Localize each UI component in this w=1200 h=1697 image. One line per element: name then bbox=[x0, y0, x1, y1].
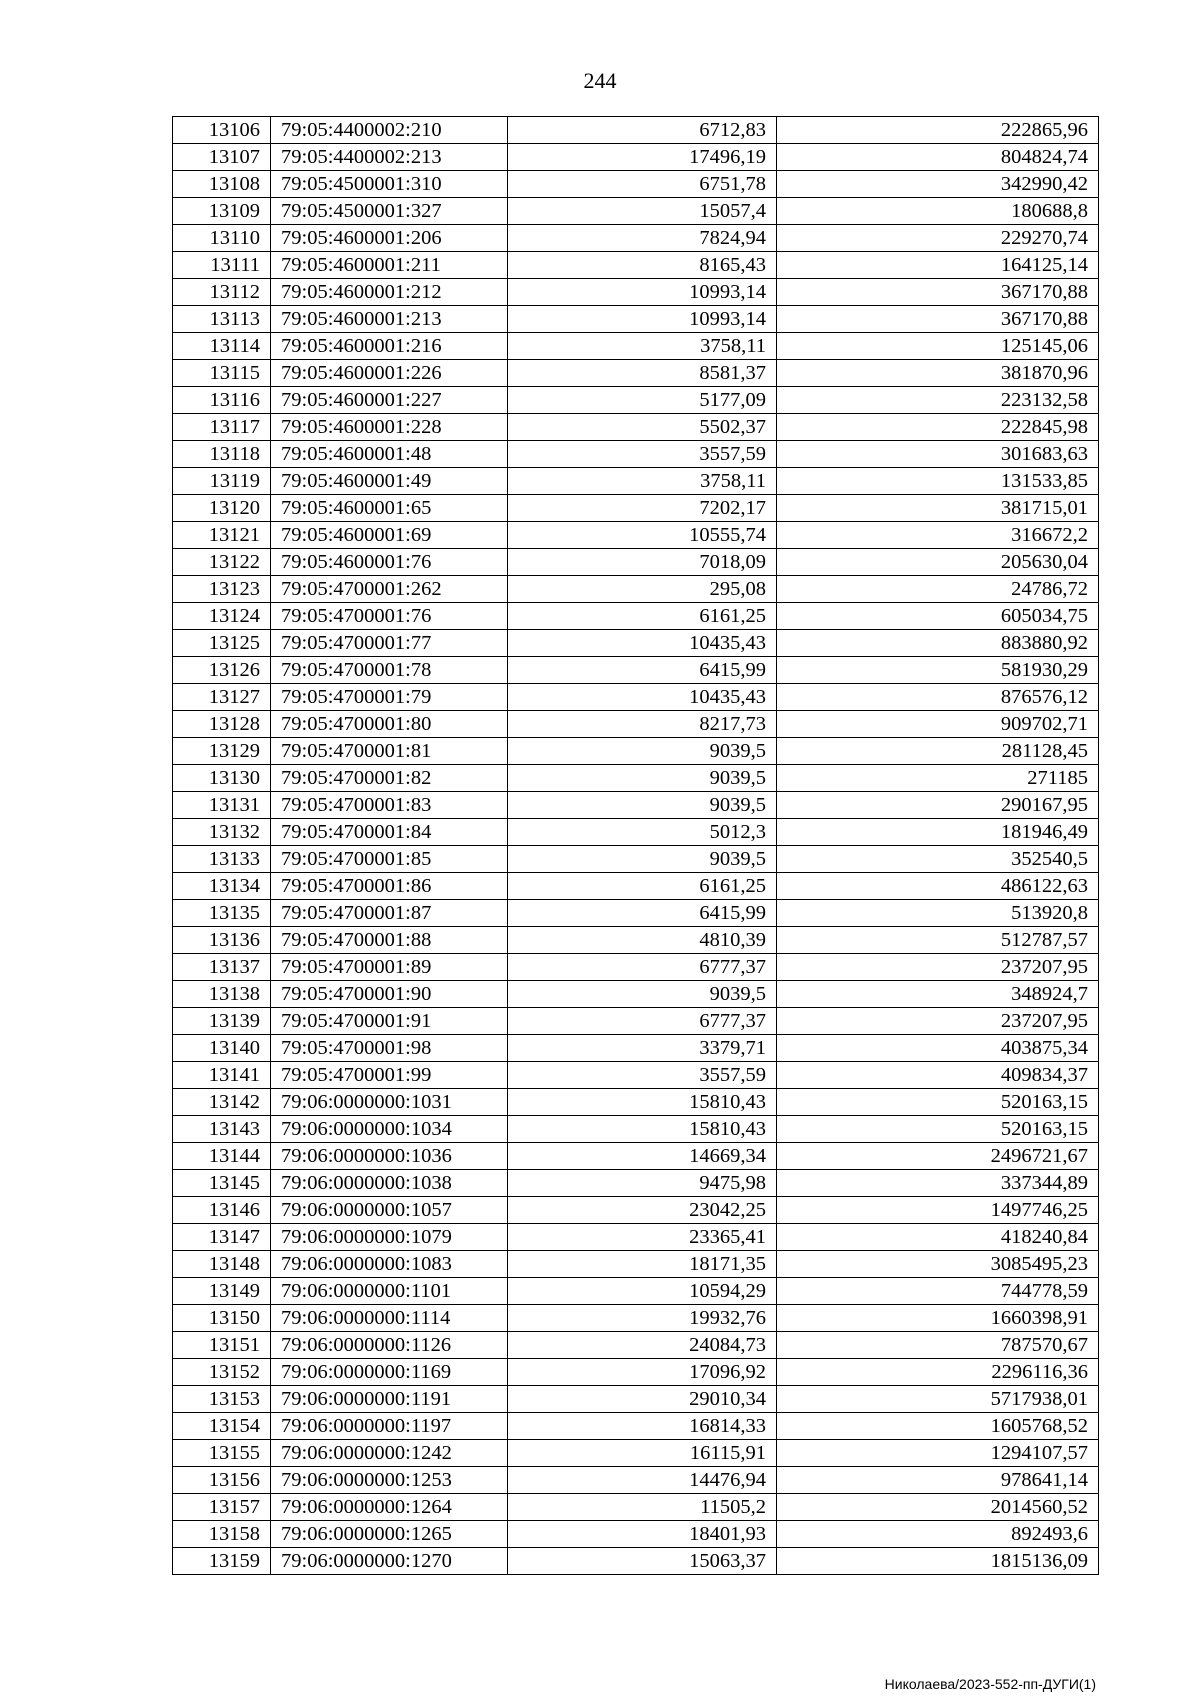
cadastral-value-cell: 271185 bbox=[777, 765, 1099, 792]
area-cell: 15057,4 bbox=[508, 198, 777, 225]
row-number-cell: 13151 bbox=[173, 1332, 271, 1359]
cadastral-value-cell: 301683,63 bbox=[777, 441, 1099, 468]
cadastral-value-cell: 409834,37 bbox=[777, 1062, 1099, 1089]
cadastral-value-cell: 342990,42 bbox=[777, 171, 1099, 198]
table-row bbox=[173, 1224, 1099, 1251]
cadastral-number-cell: 79:06:0000000:1034 bbox=[271, 1116, 508, 1143]
cadastral-value-cell: 512787,57 bbox=[777, 927, 1099, 954]
cadastral-value-cell: 164125,14 bbox=[777, 252, 1099, 279]
table-row bbox=[173, 306, 1099, 333]
row-number-cell: 13150 bbox=[173, 1305, 271, 1332]
table-row bbox=[173, 252, 1099, 279]
area-cell: 8581,37 bbox=[508, 360, 777, 387]
row-number-cell: 13129 bbox=[173, 738, 271, 765]
cadastral-number-cell: 79:06:0000000:1264 bbox=[271, 1494, 508, 1521]
area-cell: 9475,98 bbox=[508, 1170, 777, 1197]
row-number-cell: 13114 bbox=[173, 333, 271, 360]
row-number-cell: 13144 bbox=[173, 1143, 271, 1170]
area-cell: 7824,94 bbox=[508, 225, 777, 252]
area-cell: 5177,09 bbox=[508, 387, 777, 414]
table-row bbox=[173, 1089, 1099, 1116]
cadastral-number-cell: 79:05:4600001:212 bbox=[271, 279, 508, 306]
row-number-cell: 13134 bbox=[173, 873, 271, 900]
cadastral-number-cell: 79:05:4500001:327 bbox=[271, 198, 508, 225]
row-number-cell: 13112 bbox=[173, 279, 271, 306]
cadastral-number-cell: 79:06:0000000:1031 bbox=[271, 1089, 508, 1116]
area-cell: 10594,29 bbox=[508, 1278, 777, 1305]
cadastral-number-cell: 79:05:4700001:78 bbox=[271, 657, 508, 684]
row-number-cell: 13117 bbox=[173, 414, 271, 441]
row-number-cell: 13107 bbox=[173, 144, 271, 171]
area-cell: 15810,43 bbox=[508, 1089, 777, 1116]
table-row bbox=[173, 441, 1099, 468]
cadastral-value-cell: 1605768,52 bbox=[777, 1413, 1099, 1440]
area-cell: 18171,35 bbox=[508, 1251, 777, 1278]
table-row bbox=[173, 738, 1099, 765]
table-body bbox=[173, 117, 1099, 1575]
area-cell: 6161,25 bbox=[508, 873, 777, 900]
area-cell: 9039,5 bbox=[508, 765, 777, 792]
cadastral-number-cell: 79:06:0000000:1169 bbox=[271, 1359, 508, 1386]
cadastral-value-cell: 367170,88 bbox=[777, 306, 1099, 333]
row-number-cell: 13140 bbox=[173, 1035, 271, 1062]
cadastral-value-cell: 337344,89 bbox=[777, 1170, 1099, 1197]
cadastral-value-cell: 125145,06 bbox=[777, 333, 1099, 360]
cadastral-number-cell: 79:05:4700001:88 bbox=[271, 927, 508, 954]
area-cell: 23042,25 bbox=[508, 1197, 777, 1224]
table-row bbox=[173, 711, 1099, 738]
row-number-cell: 13119 bbox=[173, 468, 271, 495]
cadastral-number-cell: 79:06:0000000:1038 bbox=[271, 1170, 508, 1197]
table-row bbox=[173, 360, 1099, 387]
area-cell: 3557,59 bbox=[508, 1062, 777, 1089]
row-number-cell: 13148 bbox=[173, 1251, 271, 1278]
cadastral-value-cell: 520163,15 bbox=[777, 1089, 1099, 1116]
cadastral-number-cell: 79:06:0000000:1079 bbox=[271, 1224, 508, 1251]
table-row bbox=[173, 468, 1099, 495]
cadastral-value-cell: 24786,72 bbox=[777, 576, 1099, 603]
row-number-cell: 13109 bbox=[173, 198, 271, 225]
cadastral-number-cell: 79:06:0000000:1253 bbox=[271, 1467, 508, 1494]
row-number-cell: 13126 bbox=[173, 657, 271, 684]
cadastral-number-cell: 79:05:4700001:83 bbox=[271, 792, 508, 819]
cadastral-number-cell: 79:06:0000000:1114 bbox=[271, 1305, 508, 1332]
cadastral-number-cell: 79:05:4600001:227 bbox=[271, 387, 508, 414]
area-cell: 10435,43 bbox=[508, 630, 777, 657]
table-row bbox=[173, 198, 1099, 225]
table-row bbox=[173, 1143, 1099, 1170]
table-row bbox=[173, 792, 1099, 819]
table-row bbox=[173, 873, 1099, 900]
cadastral-value-cell: 237207,95 bbox=[777, 1008, 1099, 1035]
cadastral-number-cell: 79:05:4700001:90 bbox=[271, 981, 508, 1008]
area-cell: 3557,59 bbox=[508, 441, 777, 468]
row-number-cell: 13132 bbox=[173, 819, 271, 846]
area-cell: 24084,73 bbox=[508, 1332, 777, 1359]
row-number-cell: 13123 bbox=[173, 576, 271, 603]
cadastral-value-cell: 205630,04 bbox=[777, 549, 1099, 576]
table-row bbox=[173, 1062, 1099, 1089]
table-row bbox=[173, 1305, 1099, 1332]
table-row bbox=[173, 333, 1099, 360]
cadastral-value-cell: 348924,7 bbox=[777, 981, 1099, 1008]
cadastral-value-cell: 581930,29 bbox=[777, 657, 1099, 684]
row-number-cell: 13137 bbox=[173, 954, 271, 981]
area-cell: 15810,43 bbox=[508, 1116, 777, 1143]
cadastral-number-cell: 79:06:0000000:1265 bbox=[271, 1521, 508, 1548]
document-footer-code: Николаева/2023-552-пп-ДУГИ(1) bbox=[884, 1676, 1096, 1692]
cadastral-value-cell: 222865,96 bbox=[777, 117, 1099, 144]
cadastral-number-cell: 79:05:4600001:226 bbox=[271, 360, 508, 387]
cadastral-value-cell: 180688,8 bbox=[777, 198, 1099, 225]
row-number-cell: 13115 bbox=[173, 360, 271, 387]
cadastral-number-cell: 79:05:4700001:99 bbox=[271, 1062, 508, 1089]
cadastral-number-cell: 79:05:4700001:89 bbox=[271, 954, 508, 981]
row-number-cell: 13142 bbox=[173, 1089, 271, 1116]
area-cell: 7202,17 bbox=[508, 495, 777, 522]
table-row bbox=[173, 495, 1099, 522]
row-number-cell: 13120 bbox=[173, 495, 271, 522]
table-row bbox=[173, 1548, 1099, 1575]
table-row bbox=[173, 1170, 1099, 1197]
area-cell: 18401,93 bbox=[508, 1521, 777, 1548]
cadastral-number-cell: 79:05:4600001:206 bbox=[271, 225, 508, 252]
cadastral-number-cell: 79:05:4700001:79 bbox=[271, 684, 508, 711]
row-number-cell: 13147 bbox=[173, 1224, 271, 1251]
row-number-cell: 13139 bbox=[173, 1008, 271, 1035]
row-number-cell: 13136 bbox=[173, 927, 271, 954]
cadastral-value-cell: 909702,71 bbox=[777, 711, 1099, 738]
cadastral-value-table bbox=[172, 116, 1099, 1575]
row-number-cell: 13128 bbox=[173, 711, 271, 738]
cadastral-number-cell: 79:05:4600001:65 bbox=[271, 495, 508, 522]
table-row bbox=[173, 1332, 1099, 1359]
cadastral-number-cell: 79:05:4600001:76 bbox=[271, 549, 508, 576]
table-row bbox=[173, 630, 1099, 657]
cadastral-value-cell: 1497746,25 bbox=[777, 1197, 1099, 1224]
table-row bbox=[173, 1386, 1099, 1413]
area-cell: 10993,14 bbox=[508, 279, 777, 306]
table-row bbox=[173, 819, 1099, 846]
cadastral-number-cell: 79:06:0000000:1036 bbox=[271, 1143, 508, 1170]
row-number-cell: 13138 bbox=[173, 981, 271, 1008]
area-cell: 8217,73 bbox=[508, 711, 777, 738]
area-cell: 7018,09 bbox=[508, 549, 777, 576]
area-cell: 6712,83 bbox=[508, 117, 777, 144]
cadastral-value-cell: 131533,85 bbox=[777, 468, 1099, 495]
row-number-cell: 13122 bbox=[173, 549, 271, 576]
cadastral-value-cell: 5717938,01 bbox=[777, 1386, 1099, 1413]
table-row bbox=[173, 954, 1099, 981]
table-row bbox=[173, 1440, 1099, 1467]
table-row bbox=[173, 1008, 1099, 1035]
cadastral-number-cell: 79:05:4400002:213 bbox=[271, 144, 508, 171]
table-row bbox=[173, 927, 1099, 954]
row-number-cell: 13127 bbox=[173, 684, 271, 711]
cadastral-number-cell: 79:05:4700001:262 bbox=[271, 576, 508, 603]
cadastral-number-cell: 79:06:0000000:1101 bbox=[271, 1278, 508, 1305]
table-row bbox=[173, 1359, 1099, 1386]
row-number-cell: 13108 bbox=[173, 171, 271, 198]
cadastral-number-cell: 79:05:4600001:49 bbox=[271, 468, 508, 495]
table-row bbox=[173, 171, 1099, 198]
cadastral-number-cell: 79:05:4700001:87 bbox=[271, 900, 508, 927]
cadastral-number-cell: 79:05:4700001:80 bbox=[271, 711, 508, 738]
cadastral-value-cell: 605034,75 bbox=[777, 603, 1099, 630]
table-row bbox=[173, 846, 1099, 873]
cadastral-number-cell: 79:06:0000000:1242 bbox=[271, 1440, 508, 1467]
cadastral-value-cell: 1294107,57 bbox=[777, 1440, 1099, 1467]
table-row bbox=[173, 765, 1099, 792]
row-number-cell: 13156 bbox=[173, 1467, 271, 1494]
area-cell: 9039,5 bbox=[508, 981, 777, 1008]
cadastral-number-cell: 79:05:4600001:213 bbox=[271, 306, 508, 333]
table-row bbox=[173, 1413, 1099, 1440]
cadastral-number-cell: 79:06:0000000:1270 bbox=[271, 1548, 508, 1575]
cadastral-value-cell: 3085495,23 bbox=[777, 1251, 1099, 1278]
cadastral-number-cell: 79:05:4700001:98 bbox=[271, 1035, 508, 1062]
area-cell: 8165,43 bbox=[508, 252, 777, 279]
row-number-cell: 13118 bbox=[173, 441, 271, 468]
table-row bbox=[173, 657, 1099, 684]
row-number-cell: 13143 bbox=[173, 1116, 271, 1143]
cadastral-value-cell: 222845,98 bbox=[777, 414, 1099, 441]
area-cell: 15063,37 bbox=[508, 1548, 777, 1575]
table-row bbox=[173, 1278, 1099, 1305]
area-cell: 6751,78 bbox=[508, 171, 777, 198]
row-number-cell: 13135 bbox=[173, 900, 271, 927]
row-number-cell: 13111 bbox=[173, 252, 271, 279]
table-row bbox=[173, 684, 1099, 711]
cadastral-number-cell: 79:05:4400002:210 bbox=[271, 117, 508, 144]
cadastral-value-cell: 892493,6 bbox=[777, 1521, 1099, 1548]
row-number-cell: 13131 bbox=[173, 792, 271, 819]
cadastral-number-cell: 79:05:4600001:211 bbox=[271, 252, 508, 279]
area-cell: 10993,14 bbox=[508, 306, 777, 333]
area-cell: 6415,99 bbox=[508, 900, 777, 927]
cadastral-number-cell: 79:05:4500001:310 bbox=[271, 171, 508, 198]
area-cell: 14669,34 bbox=[508, 1143, 777, 1170]
table-row bbox=[173, 1251, 1099, 1278]
area-cell: 6777,37 bbox=[508, 954, 777, 981]
area-cell: 3758,11 bbox=[508, 333, 777, 360]
cadastral-value-cell: 883880,92 bbox=[777, 630, 1099, 657]
cadastral-value-cell: 1815136,09 bbox=[777, 1548, 1099, 1575]
cadastral-number-cell: 79:05:4700001:81 bbox=[271, 738, 508, 765]
row-number-cell: 13157 bbox=[173, 1494, 271, 1521]
area-cell: 9039,5 bbox=[508, 738, 777, 765]
area-cell: 14476,94 bbox=[508, 1467, 777, 1494]
cadastral-value-cell: 281128,45 bbox=[777, 738, 1099, 765]
cadastral-value-cell: 2014560,52 bbox=[777, 1494, 1099, 1521]
row-number-cell: 13124 bbox=[173, 603, 271, 630]
cadastral-number-cell: 79:05:4700001:84 bbox=[271, 819, 508, 846]
table-row bbox=[173, 414, 1099, 441]
cadastral-value-cell: 290167,95 bbox=[777, 792, 1099, 819]
area-cell: 295,08 bbox=[508, 576, 777, 603]
row-number-cell: 13154 bbox=[173, 1413, 271, 1440]
table-row bbox=[173, 279, 1099, 306]
area-cell: 17096,92 bbox=[508, 1359, 777, 1386]
cadastral-value-cell: 2296116,36 bbox=[777, 1359, 1099, 1386]
cadastral-value-cell: 744778,59 bbox=[777, 1278, 1099, 1305]
cadastral-value-cell: 876576,12 bbox=[777, 684, 1099, 711]
cadastral-value-cell: 2496721,67 bbox=[777, 1143, 1099, 1170]
table-row bbox=[173, 522, 1099, 549]
cadastral-number-cell: 79:06:0000000:1126 bbox=[271, 1332, 508, 1359]
table-row bbox=[173, 387, 1099, 414]
cadastral-number-cell: 79:06:0000000:1057 bbox=[271, 1197, 508, 1224]
area-cell: 10435,43 bbox=[508, 684, 777, 711]
table-row bbox=[173, 549, 1099, 576]
cadastral-number-cell: 79:06:0000000:1083 bbox=[271, 1251, 508, 1278]
table-row bbox=[173, 117, 1099, 144]
row-number-cell: 13146 bbox=[173, 1197, 271, 1224]
table-row bbox=[173, 900, 1099, 927]
row-number-cell: 13155 bbox=[173, 1440, 271, 1467]
cadastral-number-cell: 79:05:4700001:86 bbox=[271, 873, 508, 900]
cadastral-value-cell: 513920,8 bbox=[777, 900, 1099, 927]
cadastral-value-cell: 787570,67 bbox=[777, 1332, 1099, 1359]
area-cell: 9039,5 bbox=[508, 792, 777, 819]
area-cell: 19932,76 bbox=[508, 1305, 777, 1332]
table-row bbox=[173, 1197, 1099, 1224]
row-number-cell: 13152 bbox=[173, 1359, 271, 1386]
table-row bbox=[173, 1116, 1099, 1143]
cadastral-value-cell: 381870,96 bbox=[777, 360, 1099, 387]
cadastral-number-cell: 79:05:4600001:216 bbox=[271, 333, 508, 360]
cadastral-value-cell: 520163,15 bbox=[777, 1116, 1099, 1143]
area-cell: 10555,74 bbox=[508, 522, 777, 549]
row-number-cell: 13110 bbox=[173, 225, 271, 252]
table-row bbox=[173, 144, 1099, 171]
row-number-cell: 13153 bbox=[173, 1386, 271, 1413]
area-cell: 23365,41 bbox=[508, 1224, 777, 1251]
area-cell: 6161,25 bbox=[508, 603, 777, 630]
table-row bbox=[173, 576, 1099, 603]
area-cell: 3379,71 bbox=[508, 1035, 777, 1062]
table-row bbox=[173, 1494, 1099, 1521]
cadastral-number-cell: 79:05:4700001:76 bbox=[271, 603, 508, 630]
row-number-cell: 13113 bbox=[173, 306, 271, 333]
cadastral-number-cell: 79:05:4700001:77 bbox=[271, 630, 508, 657]
cadastral-value-cell: 229270,74 bbox=[777, 225, 1099, 252]
row-number-cell: 13145 bbox=[173, 1170, 271, 1197]
area-cell: 5502,37 bbox=[508, 414, 777, 441]
cadastral-number-cell: 79:06:0000000:1191 bbox=[271, 1386, 508, 1413]
table-row bbox=[173, 1467, 1099, 1494]
table-row bbox=[173, 1521, 1099, 1548]
cadastral-value-cell: 1660398,91 bbox=[777, 1305, 1099, 1332]
area-cell: 17496,19 bbox=[508, 144, 777, 171]
cadastral-value-cell: 804824,74 bbox=[777, 144, 1099, 171]
area-cell: 5012,3 bbox=[508, 819, 777, 846]
row-number-cell: 13116 bbox=[173, 387, 271, 414]
page-number: 244 bbox=[583, 68, 617, 93]
cadastral-value-cell: 181946,49 bbox=[777, 819, 1099, 846]
cadastral-value-cell: 352540,5 bbox=[777, 846, 1099, 873]
cadastral-value-cell: 381715,01 bbox=[777, 495, 1099, 522]
cadastral-value-cell: 316672,2 bbox=[777, 522, 1099, 549]
cadastral-value-cell: 486122,63 bbox=[777, 873, 1099, 900]
cadastral-value-cell: 978641,14 bbox=[777, 1467, 1099, 1494]
cadastral-number-cell: 79:05:4600001:69 bbox=[271, 522, 508, 549]
row-number-cell: 13125 bbox=[173, 630, 271, 657]
cadastral-number-cell: 79:05:4600001:48 bbox=[271, 441, 508, 468]
area-cell: 4810,39 bbox=[508, 927, 777, 954]
cadastral-value-cell: 403875,34 bbox=[777, 1035, 1099, 1062]
row-number-cell: 13158 bbox=[173, 1521, 271, 1548]
area-cell: 3758,11 bbox=[508, 468, 777, 495]
cadastral-number-cell: 79:06:0000000:1197 bbox=[271, 1413, 508, 1440]
cadastral-number-cell: 79:05:4700001:82 bbox=[271, 765, 508, 792]
row-number-cell: 13133 bbox=[173, 846, 271, 873]
area-cell: 16115,91 bbox=[508, 1440, 777, 1467]
row-number-cell: 13159 bbox=[173, 1548, 271, 1575]
table-row bbox=[173, 225, 1099, 252]
row-number-cell: 13130 bbox=[173, 765, 271, 792]
row-number-cell: 13121 bbox=[173, 522, 271, 549]
cadastral-value-cell: 367170,88 bbox=[777, 279, 1099, 306]
table-row bbox=[173, 981, 1099, 1008]
cadastral-number-cell: 79:05:4700001:91 bbox=[271, 1008, 508, 1035]
cadastral-value-cell: 418240,84 bbox=[777, 1224, 1099, 1251]
row-number-cell: 13106 bbox=[173, 117, 271, 144]
table-row bbox=[173, 603, 1099, 630]
row-number-cell: 13141 bbox=[173, 1062, 271, 1089]
area-cell: 6415,99 bbox=[508, 657, 777, 684]
cadastral-number-cell: 79:05:4700001:85 bbox=[271, 846, 508, 873]
area-cell: 6777,37 bbox=[508, 1008, 777, 1035]
area-cell: 11505,2 bbox=[508, 1494, 777, 1521]
row-number-cell: 13149 bbox=[173, 1278, 271, 1305]
area-cell: 16814,33 bbox=[508, 1413, 777, 1440]
area-cell: 9039,5 bbox=[508, 846, 777, 873]
cadastral-value-cell: 237207,95 bbox=[777, 954, 1099, 981]
area-cell: 29010,34 bbox=[508, 1386, 777, 1413]
table-row bbox=[173, 1035, 1099, 1062]
cadastral-value-cell: 223132,58 bbox=[777, 387, 1099, 414]
cadastral-number-cell: 79:05:4600001:228 bbox=[271, 414, 508, 441]
